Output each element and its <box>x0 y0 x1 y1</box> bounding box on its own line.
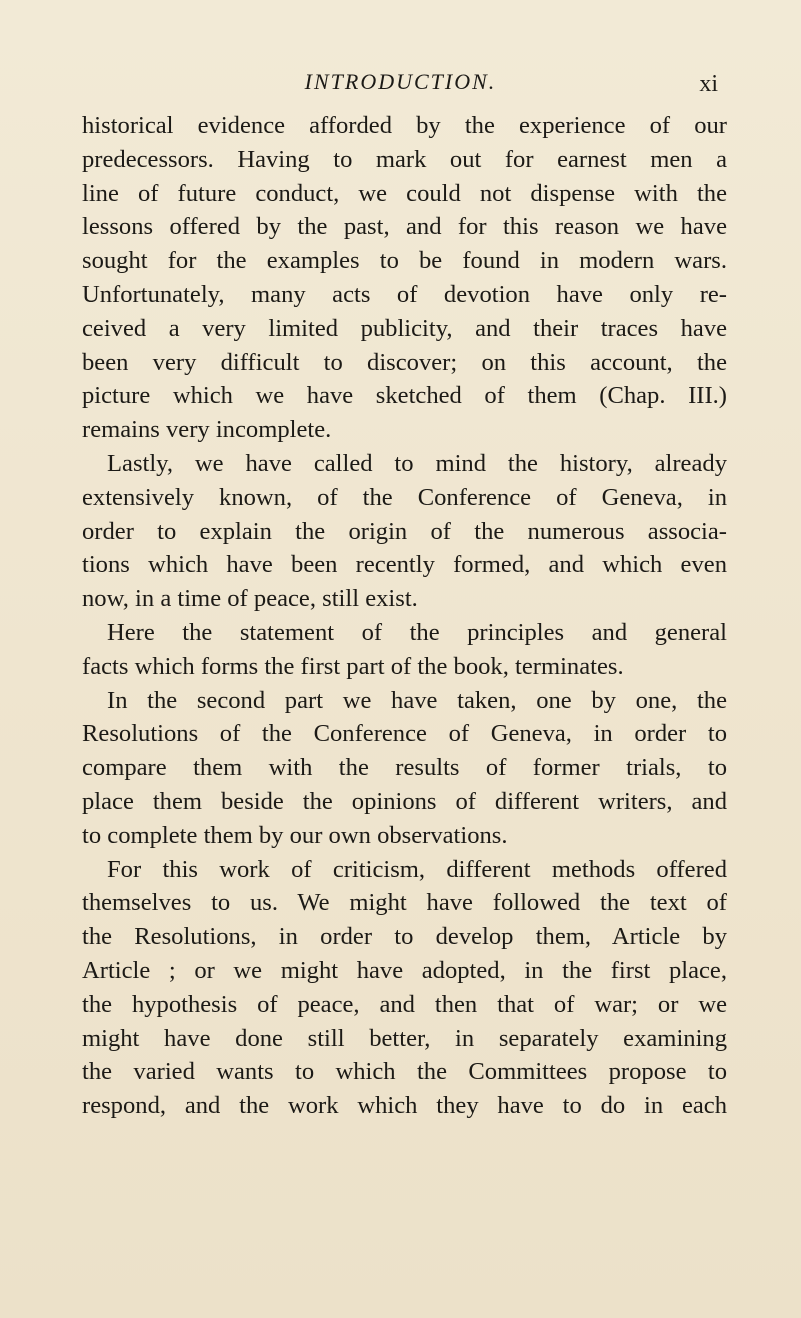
text-line: ceived a very limited publicity, and their traces have <box>82 314 727 342</box>
text-line: sought for the examples to be found in modern wars. <box>82 247 727 275</box>
text-line: remains very incomplete. <box>82 416 332 444</box>
page-number: xi <box>699 71 718 97</box>
text-line: extensively known, of the Conference of Geneva, in <box>82 483 727 511</box>
text-line: the varied wants to which the Committees propose to <box>82 1058 727 1086</box>
text-line: compare them with the results of former trials, to <box>82 754 727 782</box>
text-line: might have done still better, in separately examining <box>82 1024 727 1052</box>
text-line: Article ; or we might have adopted, in the first place, <box>82 956 727 984</box>
text-line: lessons offered by the past, and for this reason we have <box>82 213 727 241</box>
text-line: been very difficult to discover; on this account, the <box>82 348 727 376</box>
text-line: Unfortunately, many acts of devotion have only re- <box>82 280 727 308</box>
text-line: Lastly, we have called to mind the history, already <box>107 449 727 477</box>
body-text <box>82 109 727 1123</box>
text-line: Resolutions of the Conference of Geneva, in order to <box>82 720 727 748</box>
text-line: themselves to us. We might have followed the text of <box>82 889 727 917</box>
text-line: order to explain the origin of the numerous associa- <box>82 517 727 545</box>
text-line: For this work of criticism, different methods offered <box>107 855 727 883</box>
text-line: predecessors. Having to mark out for earnest men a <box>82 145 727 173</box>
running-header <box>0 69 801 103</box>
text-line: In the second part we have taken, one by one, the <box>107 686 727 714</box>
text-line: historical evidence afforded by the experience of our <box>82 112 727 139</box>
text-line: tions which have been recently formed, and which even <box>82 551 727 579</box>
text-line: now, in a time of peace, still exist. <box>82 585 418 613</box>
text-line: picture which we have sketched of them (Chap. III.) <box>82 382 727 410</box>
text-line: respond, and the work which they have to do in each <box>82 1092 727 1120</box>
text-line: facts which forms the first part of the book, terminates. <box>82 652 624 680</box>
running-title: INTRODUCTION. <box>304 69 497 94</box>
text-line: to complete them by our own observations. <box>82 821 508 849</box>
text-line: Here the statement of the principles and general <box>107 618 727 646</box>
text-line: the Resolutions, in order to develop them, Article by <box>82 923 727 951</box>
text-line: line of future conduct, we could not dispense with the <box>82 179 727 207</box>
text-line: the hypothesis of peace, and then that of war; or we <box>82 990 727 1018</box>
text-line: place them beside the opinions of different writers, and <box>82 787 727 815</box>
